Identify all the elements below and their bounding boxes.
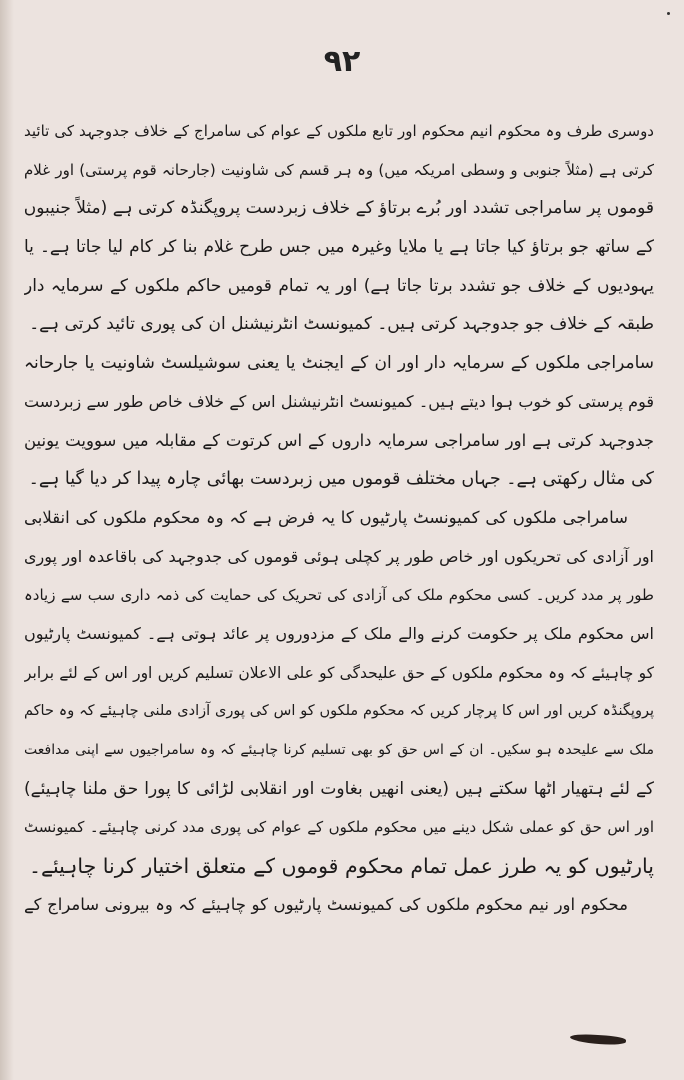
corner-dot (667, 12, 670, 15)
text-line: قوم پرستی کو خوب ہوا دیتے ہیں۔ کمیونسٹ انٹرنیشنل اس کے خلاف خاص طور سے زبردست (24, 391, 654, 411)
text-line: کرتی ہے (مثلاً جنوبی و وسطی امریکہ میں) وہ ہر قسم کی شاونیت (جارحانہ قوم پرستی) اور غلام (24, 160, 654, 179)
text-line: ملک سے علیحدہ ہو سکیں۔ ان کے اس حق کو بھی تسلیم کرنا چاہیئے کہ وہ سامراجیوں سے اپنی مدافعت (24, 742, 654, 758)
text-line: جدوجہد کرتی ہے اور سامراجی سرمایہ داروں کے اس کرتوت کے مقابلہ میں سوویت یونین (24, 430, 654, 450)
text-line: طور پر مدد کریں۔ کسی محکوم ملک کی آزادی کی تحریک کی حمایت کی ذمہ داری سب سے زیادہ (24, 586, 654, 605)
text-line: پروپگنڈہ کریں اور اس کا پرچار کریں کہ محکوم ملکوں کو اس کی پوری آزادی ملنی چاہیئے کہ وہ حاکم (24, 703, 654, 720)
text-line: کی مثال رکھتی ہے۔ جہاں مختلف قوموں میں زبردست بھائی چارہ پیدا کر دیا گیا ہے۔ (28, 469, 654, 490)
text-line: دوسری طرف وہ محکوم انیم محکوم اور تابع ملکوں کے عوام کی سامراج کے خلاف جدوجہد کی تائید (24, 122, 654, 140)
text-line: پارٹیوں کو یہ طرز عمل تمام محکوم قوموں کے متعلق اختیار کرنا چاہیئے۔ (28, 854, 654, 879)
text-line: سامراجی ملکوں کے سرمایہ دار اور ان کے ایجنٹ یا یعنی سوشیلسٹ شاونیت یا جارحانہ (24, 353, 654, 374)
ink-smudge (570, 1033, 626, 1046)
page-number: ۹۲ (323, 44, 361, 79)
text-line: کے ساتھ جو برتاؤ کیا جاتا ہے یا ملایا وغیرہ میں جس طرح غلام بنا کر کام لیا جاتا ہے۔ یا (24, 237, 654, 258)
text-line: اور اس حق کو عملی شکل دینے میں محکوم ملکوں کے عوام کی پوری مدد کرنی چاہیئے۔ کمیونسٹ (24, 818, 654, 837)
text-line: قوموں پر سامراجی تشدد اور بُرے برتاؤ کے خلاف زبردست پروپگنڈہ کرتی ہے (مثلاً جنیبوں (24, 198, 654, 219)
text-line: اس محکوم ملک پر حکومت کرنے والے ملک کے مزدوروں پر عائد ہوتی ہے۔ کمیونسٹ پارٹیوں (24, 623, 654, 643)
text-line: طبقہ کے خلاف جو جدوجہد کرتی ہیں۔ کمیونسٹ انٹرنیشنل ان کی پوری تائید کرتی ہے۔ (29, 314, 654, 335)
text-line: سامراجی ملکوں کی کمیونسٹ پارٹیوں کا یہ فرض ہے کہ وہ محکوم ملکوں کی انقلابی (24, 507, 628, 527)
text-line: کو چاہیئے کہ وہ محکوم ملکوں کے حق علیحدگی کو علی الاعلان تسلیم کریں اور اس کے لئے برابر (24, 663, 654, 682)
text-line: یہودیوں کے خلاف جو تشدد برتا جاتا ہے) اور یہ تمام قومیں حاکم ملکوں کے سرمایہ دار (24, 275, 654, 296)
text-line: اور آزادی کی تحریکوں اور خاص طور پر کچلی ہوئی قوموں کی جدوجہد کی باقاعدہ اور پوری (24, 546, 654, 566)
body-text (24, 112, 654, 924)
text-line: کے لئے ہتھیار اٹھا سکتے ہیں (یعنی انھیں بغاوت اور انقلابی لڑائی کا پورا حق ملنا چاہیئے) (24, 778, 654, 799)
text-line: محکوم اور نیم محکوم ملکوں کی کمیونسٹ پارٹیوں کو چاہیئے کہ وہ بیرونی سامراج کے (24, 894, 628, 914)
